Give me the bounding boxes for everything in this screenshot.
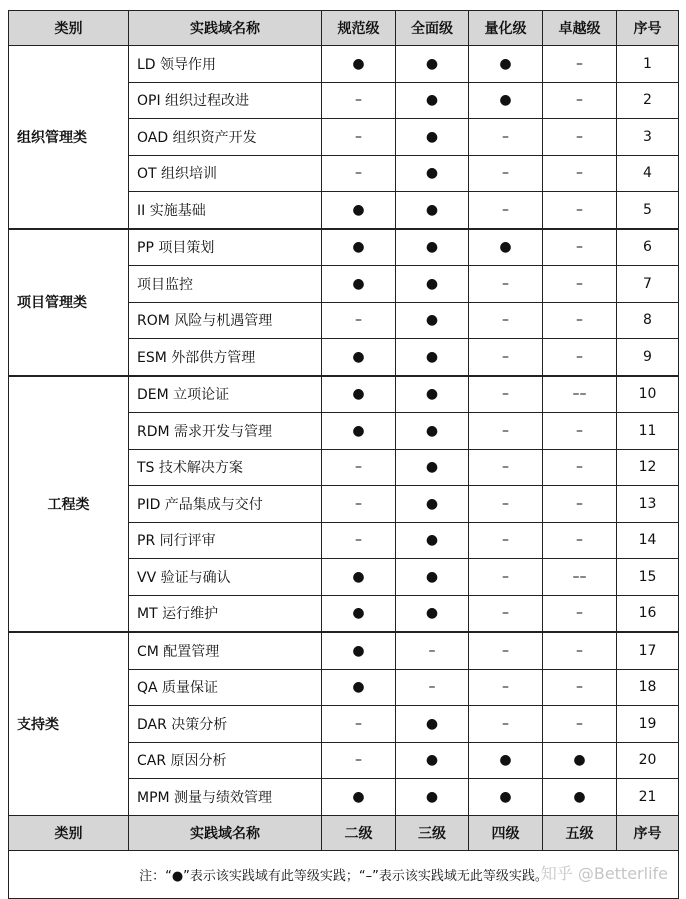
- level-mark: ●: [352, 201, 365, 218]
- level-mark: –: [576, 92, 583, 109]
- footer-header-level-2: 二级: [322, 815, 396, 850]
- level-mark-cell: [322, 559, 396, 596]
- header-category: 类别: [9, 11, 129, 46]
- level-mark-cell: [543, 486, 617, 523]
- seq-cell: 19: [617, 706, 679, 743]
- level-mark: ●: [425, 312, 439, 329]
- level-mark-cell: [396, 595, 469, 632]
- level-mark: –: [502, 165, 509, 182]
- level-mark-cell: [322, 779, 396, 816]
- level-mark-cell: [396, 46, 469, 83]
- practice-name-cell: ROM 风险与机遇管理: [129, 302, 322, 339]
- level-mark-cell: [543, 339, 617, 376]
- level-mark: –: [576, 459, 583, 476]
- level-mark-cell: [322, 46, 396, 83]
- practice-name-cell: DEM 立项论证: [129, 376, 322, 413]
- seq-cell: 1: [617, 46, 679, 83]
- level-mark-cell: [543, 522, 617, 559]
- level-mark: –: [355, 165, 362, 182]
- level-mark: ●: [425, 201, 439, 218]
- level-mark-cell: [469, 779, 543, 816]
- level-mark: ●: [425, 386, 439, 403]
- level-mark: –: [502, 568, 509, 585]
- level-mark: –: [502, 642, 509, 659]
- level-mark-cell: [396, 706, 469, 743]
- practice-name-cell: OPI 组织过程改进: [129, 82, 322, 119]
- level-mark: ●: [425, 275, 439, 292]
- level-mark: –: [502, 605, 509, 622]
- level-mark: –: [502, 275, 509, 292]
- level-mark: –: [502, 715, 509, 732]
- level-mark-cell: [469, 192, 543, 229]
- level-mark: –: [576, 348, 583, 365]
- practice-name-cell: PR 同行评审: [129, 522, 322, 559]
- level-mark: –: [355, 715, 362, 732]
- seq-cell: 7: [617, 266, 679, 303]
- level-mark-cell: [322, 669, 396, 706]
- table-row: [9, 376, 679, 413]
- level-mark-cell: [322, 413, 396, 450]
- level-mark-cell: [396, 669, 469, 706]
- level-mark: ●: [425, 239, 439, 256]
- level-mark-cell: [396, 376, 469, 413]
- seq-cell: 18: [617, 669, 679, 706]
- level-mark-cell: [322, 155, 396, 192]
- level-mark-cell: [396, 486, 469, 523]
- level-mark-cell: [396, 742, 469, 779]
- category-cell: 支持类: [9, 632, 129, 815]
- level-mark-cell: [322, 229, 396, 266]
- level-mark-cell: [543, 82, 617, 119]
- level-mark: ●: [425, 55, 439, 72]
- level-mark: ●: [425, 605, 439, 622]
- practice-name-cell: QA 质量保证: [129, 669, 322, 706]
- level-mark: ●: [352, 55, 365, 72]
- level-mark-cell: [543, 266, 617, 303]
- level-mark-cell: [322, 522, 396, 559]
- category-cell: 项目管理类: [9, 229, 129, 376]
- level-mark: –: [502, 459, 509, 476]
- level-mark-cell: [322, 119, 396, 156]
- level-mark-cell: [543, 669, 617, 706]
- level-mark-cell: [396, 192, 469, 229]
- level-mark: ––: [572, 386, 587, 403]
- table-row: [9, 229, 679, 266]
- level-mark: –: [502, 679, 509, 696]
- level-mark: ●: [425, 715, 439, 732]
- seq-cell: 8: [617, 302, 679, 339]
- level-mark-cell: [543, 706, 617, 743]
- footer-header-seq: 序号: [617, 815, 679, 850]
- level-mark-cell: [322, 339, 396, 376]
- seq-cell: 15: [617, 559, 679, 596]
- level-mark: –: [576, 495, 583, 512]
- level-mark-cell: [396, 779, 469, 816]
- practice-name-cell: LD 领导作用: [129, 46, 322, 83]
- level-mark: –: [502, 386, 509, 403]
- level-mark-cell: [322, 266, 396, 303]
- table-row: [9, 632, 679, 669]
- level-mark: ●: [499, 239, 512, 256]
- seq-cell: 16: [617, 595, 679, 632]
- level-mark-cell: [322, 595, 396, 632]
- level-mark: ●: [352, 275, 365, 292]
- level-mark: –: [576, 642, 583, 659]
- practice-name-cell: CM 配置管理: [129, 632, 322, 669]
- seq-cell: 4: [617, 155, 679, 192]
- level-mark: ●: [425, 459, 439, 476]
- practice-domain-table: [8, 10, 679, 899]
- seq-cell: 3: [617, 119, 679, 156]
- level-mark-cell: [469, 302, 543, 339]
- footer-header-row: [9, 815, 679, 850]
- level-mark-cell: [396, 266, 469, 303]
- footer-header-level-4: 四级: [469, 815, 543, 850]
- level-mark-cell: [543, 779, 617, 816]
- level-mark-cell: [469, 119, 543, 156]
- practice-name-cell: 项目监控: [129, 266, 322, 303]
- practice-name-cell: MPM 测量与绩效管理: [129, 779, 322, 816]
- seq-cell: 6: [617, 229, 679, 266]
- level-mark: –: [576, 201, 583, 218]
- category-cell: 工程类: [9, 376, 129, 633]
- seq-cell: 11: [617, 413, 679, 450]
- level-mark-cell: [396, 449, 469, 486]
- note-text: 注：“●”表示该实践域有此等级实践；“–”表示该实践域无此等级实践。: [139, 868, 548, 884]
- level-mark: –: [576, 605, 583, 622]
- level-mark: –: [502, 128, 509, 145]
- level-mark-cell: [543, 302, 617, 339]
- seq-cell: 12: [617, 449, 679, 486]
- header-level-2: 全面级: [396, 11, 469, 46]
- level-mark: ●: [425, 532, 439, 549]
- level-mark-cell: [469, 82, 543, 119]
- level-mark: ●: [352, 422, 365, 439]
- level-mark: –: [576, 715, 583, 732]
- seq-cell: 9: [617, 339, 679, 376]
- level-mark: ●: [425, 752, 439, 769]
- level-mark: ●: [499, 752, 512, 769]
- level-mark-cell: [396, 229, 469, 266]
- level-mark: –: [502, 422, 509, 439]
- level-mark-cell: [469, 486, 543, 523]
- note-row: [9, 850, 679, 898]
- seq-cell: 20: [617, 742, 679, 779]
- header-level-3: 量化级: [469, 11, 543, 46]
- level-mark: ●: [352, 605, 365, 622]
- level-mark: ●: [573, 788, 586, 805]
- level-mark: –: [576, 55, 583, 72]
- level-mark: ●: [425, 348, 439, 365]
- level-mark: ●: [352, 788, 365, 805]
- level-mark: –: [576, 422, 583, 439]
- seq-cell: 13: [617, 486, 679, 523]
- level-mark: ●: [352, 348, 365, 365]
- level-mark: –: [576, 239, 583, 256]
- level-mark-cell: [543, 192, 617, 229]
- level-mark-cell: [322, 192, 396, 229]
- header-seq: 序号: [617, 11, 679, 46]
- level-mark: ●: [499, 55, 512, 72]
- footer-header-level-5: 五级: [543, 815, 617, 850]
- practice-name-cell: DAR 决策分析: [129, 706, 322, 743]
- practice-name-cell: PID 产品集成与交付: [129, 486, 322, 523]
- level-mark-cell: [543, 119, 617, 156]
- level-mark-cell: [396, 413, 469, 450]
- level-mark-cell: [543, 46, 617, 83]
- level-mark-cell: [469, 595, 543, 632]
- level-mark: –: [428, 642, 436, 659]
- seq-cell: 17: [617, 632, 679, 669]
- level-mark: –: [355, 92, 362, 109]
- level-mark: ●: [425, 128, 439, 145]
- practice-name-cell: TS 技术解决方案: [129, 449, 322, 486]
- level-mark-cell: [322, 632, 396, 669]
- table-body: [9, 46, 679, 816]
- level-mark-cell: [396, 82, 469, 119]
- level-mark-cell: [543, 155, 617, 192]
- level-mark: ●: [573, 752, 586, 769]
- practice-name-cell: CAR 原因分析: [129, 742, 322, 779]
- level-mark: –: [355, 312, 362, 329]
- level-mark-cell: [469, 742, 543, 779]
- level-mark: –: [576, 532, 583, 549]
- level-mark-cell: [469, 266, 543, 303]
- level-mark-cell: [396, 339, 469, 376]
- level-mark-cell: [396, 559, 469, 596]
- watermark: 知乎 @Betterlife: [540, 863, 668, 883]
- level-mark-cell: [469, 46, 543, 83]
- level-mark-cell: [469, 339, 543, 376]
- level-mark: ●: [352, 642, 365, 659]
- level-mark: –: [428, 679, 436, 696]
- seq-cell: 21: [617, 779, 679, 816]
- level-mark: –: [576, 275, 583, 292]
- level-mark-cell: [469, 155, 543, 192]
- level-mark: –: [576, 165, 583, 182]
- level-mark-cell: [322, 486, 396, 523]
- footer-header-level-3: 三级: [396, 815, 469, 850]
- level-mark: –: [502, 312, 509, 329]
- level-mark-cell: [469, 522, 543, 559]
- level-mark: –: [576, 312, 583, 329]
- practice-name-cell: RDM 需求开发与管理: [129, 413, 322, 450]
- level-mark-cell: [469, 706, 543, 743]
- level-mark-cell: [543, 413, 617, 450]
- level-mark-cell: [543, 632, 617, 669]
- level-mark-cell: [469, 559, 543, 596]
- level-mark: ●: [352, 568, 365, 585]
- level-mark-cell: [396, 522, 469, 559]
- level-mark: –: [355, 532, 362, 549]
- level-mark-cell: [543, 559, 617, 596]
- level-mark: ●: [352, 679, 365, 696]
- level-mark: ●: [425, 165, 439, 182]
- level-mark-cell: [322, 449, 396, 486]
- level-mark-cell: [469, 229, 543, 266]
- level-mark-cell: [469, 632, 543, 669]
- level-mark: –: [502, 495, 509, 512]
- level-mark-cell: [396, 302, 469, 339]
- level-mark-cell: [322, 742, 396, 779]
- seq-cell: 5: [617, 192, 679, 229]
- table-row: [9, 46, 679, 83]
- seq-cell: 2: [617, 82, 679, 119]
- level-mark-cell: [322, 376, 396, 413]
- level-mark-cell: [543, 229, 617, 266]
- level-mark-cell: [322, 302, 396, 339]
- level-mark: –: [502, 348, 509, 365]
- level-mark: ●: [425, 788, 439, 805]
- level-mark: –: [355, 495, 362, 512]
- level-mark: ●: [499, 92, 512, 109]
- level-mark: ●: [425, 495, 439, 512]
- level-mark-cell: [396, 155, 469, 192]
- level-mark-cell: [322, 706, 396, 743]
- level-mark-cell: [469, 449, 543, 486]
- practice-name-cell: VV 验证与确认: [129, 559, 322, 596]
- level-mark-cell: [543, 595, 617, 632]
- level-mark-cell: [322, 82, 396, 119]
- header-level-1: 规范级: [322, 11, 396, 46]
- footer-header-category: 类别: [9, 815, 129, 850]
- level-mark: –: [502, 532, 509, 549]
- level-mark: –: [355, 128, 362, 145]
- level-mark-cell: [543, 449, 617, 486]
- level-mark-cell: [543, 742, 617, 779]
- note-cell: [9, 850, 679, 898]
- level-mark: –: [355, 752, 362, 769]
- level-mark: ●: [352, 239, 365, 256]
- footer-header-name: 实践域名称: [129, 815, 322, 850]
- practice-name-cell: OT 组织培训: [129, 155, 322, 192]
- level-mark: ●: [499, 788, 512, 805]
- seq-cell: 14: [617, 522, 679, 559]
- seq-cell: 10: [617, 376, 679, 413]
- level-mark: –: [355, 459, 362, 476]
- header-level-4: 卓越级: [543, 11, 617, 46]
- level-mark-cell: [469, 669, 543, 706]
- header-name: 实践域名称: [129, 11, 322, 46]
- level-mark-cell: [469, 413, 543, 450]
- level-mark-cell: [469, 376, 543, 413]
- practice-name-cell: ESM 外部供方管理: [129, 339, 322, 376]
- practice-name-cell: II 实施基础: [129, 192, 322, 229]
- level-mark: ––: [572, 568, 587, 585]
- level-mark: –: [502, 201, 509, 218]
- level-mark-cell: [543, 376, 617, 413]
- level-mark-cell: [396, 119, 469, 156]
- level-mark: ●: [352, 386, 365, 403]
- level-mark: –: [576, 679, 583, 696]
- header-row: [9, 11, 679, 46]
- level-mark: ●: [425, 92, 439, 109]
- level-mark: –: [576, 128, 583, 145]
- practice-name-cell: PP 项目策划: [129, 229, 322, 266]
- practice-name-cell: MT 运行维护: [129, 595, 322, 632]
- category-cell: 组织管理类: [9, 46, 129, 229]
- level-mark: ●: [425, 568, 439, 585]
- practice-name-cell: OAD 组织资产开发: [129, 119, 322, 156]
- level-mark-cell: [396, 632, 469, 669]
- level-mark: ●: [425, 422, 439, 439]
